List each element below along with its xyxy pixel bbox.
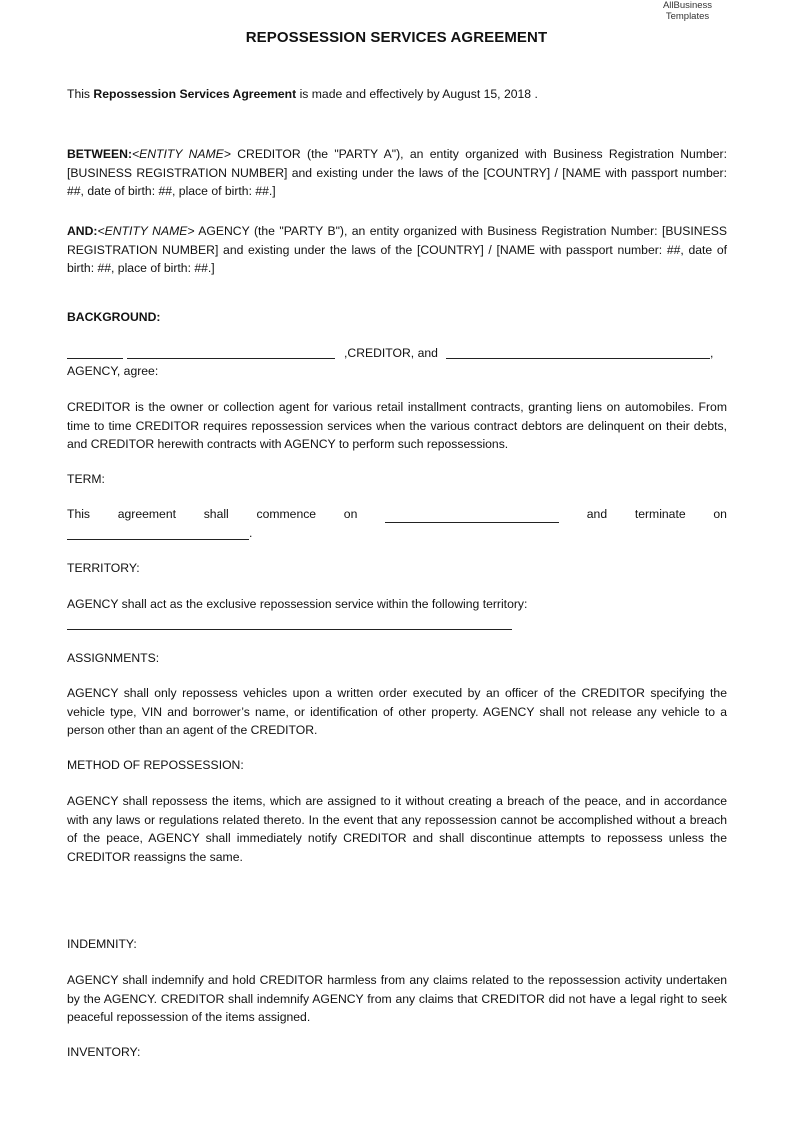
intro-paragraph: [67, 85, 727, 104]
intro-agreement-name: Repossession Services Agreement: [93, 87, 297, 101]
between-entity-placeholder: <ENTITY NAME>: [132, 147, 231, 161]
logo-line-2: Templates: [665, 11, 710, 22]
background-agency-agree: AGENCY, agree:: [67, 364, 159, 378]
intro-pre: This: [67, 87, 94, 101]
term-word-on-2: on: [713, 507, 727, 521]
term-word-and: and: [586, 507, 608, 521]
method-paragraph: AGENCY shall repossess the items, which are assigned to it without creating a breach of the peace, and in accordance with any laws or regulations related thereto. In the event that any repossession cannot be accomplished without a breach of the peace, AGENCY shall immediately notify CREDITOR and shall discontinue attempts to repossess unless the CREDITOR reassigns the same.: [67, 794, 727, 864]
term-heading: TERM:: [67, 472, 105, 486]
term-word-shall: shall: [203, 507, 229, 521]
allbusiness-templates-logo: [640, 0, 735, 22]
term-word-this: This: [67, 507, 91, 521]
intro-post: is made and effectively by August 15, 2018 .: [296, 87, 538, 101]
territory-paragraph: AGENCY shall act as the exclusive repossession service within the following territory:: [67, 597, 528, 611]
term-period: .: [249, 526, 253, 540]
territory-blank[interactable]: [67, 616, 512, 630]
background-comma: ,: [710, 346, 714, 360]
background-blank-3[interactable]: [446, 345, 710, 359]
background-heading: BACKGROUND:: [67, 310, 161, 324]
indemnity-paragraph: AGENCY shall indemnify and hold CREDITOR harmless from any claims related to the repossession activity undertaken by the AGENCY. CREDITOR shall indemnify AGENCY from any claims that CREDITOR did not have a legal right to seek peaceful repossession of the items assigned.: [67, 973, 727, 1025]
background-paragraph: CREDITOR is the owner or collection agent for various retail installment contracts, granting liens on automobiles. From time to time CREDITOR requires repossession services when the various contract debtors are delinquent on their debts, and CREDITOR herewith contracts with AGENCY to perform such repossessions.: [67, 400, 727, 452]
background-blank-1[interactable]: [67, 345, 123, 359]
document-title: REPOSSESSION SERVICES AGREEMENT: [245, 29, 548, 46]
indemnity-heading: INDEMNITY:: [67, 937, 137, 951]
and-entity-placeholder: <ENTITY NAME>: [97, 224, 195, 238]
and-text: AGENCY (the "PARTY B"), an entity organized with Business Registration Number: [BUSINESS REGISTRATION NUMBER] and existing under the laws of the [COUNTRY] / [NAME with passport number: ##, date of birth: ##, place of birth: ##.]: [67, 224, 727, 276]
term-word-commence: commence: [256, 507, 317, 521]
term-commence-row: [67, 505, 727, 523]
between-paragraph: [67, 145, 727, 201]
method-heading: METHOD OF REPOSSESSION:: [67, 758, 244, 772]
term-commence-date-blank[interactable]: [385, 509, 559, 523]
assignments-paragraph: AGENCY shall only repossess vehicles upon a written order executed by an officer of the CREDITOR specifying the vehicle type, VIN and borrower’s name, or identification of other property. AGENCY shall not release any vehicle to a person other than an agent of the CREDITOR.: [67, 686, 727, 738]
term-word-on: on: [343, 507, 358, 521]
territory-heading: TERRITORY:: [67, 561, 140, 575]
term-terminate-date-blank[interactable]: [67, 526, 249, 540]
between-text: CREDITOR (the "PARTY A"), an entity organized with Business Registration Number: [BUSINESS REGISTRATION NUMBER] and existing under the laws of the [COUNTRY] / [NAME with passport number: ##, date of birth: ##, place of birth: ##.]: [67, 147, 727, 199]
between-label: BETWEEN:: [67, 147, 132, 161]
assignments-heading: ASSIGNMENTS:: [67, 651, 160, 665]
background-creditor-label: ,CREDITOR, and: [344, 346, 438, 360]
inventory-heading: INVENTORY:: [67, 1045, 141, 1059]
background-blank-2[interactable]: [127, 345, 335, 359]
and-paragraph: [67, 222, 727, 278]
term-word-terminate: terminate: [634, 507, 686, 521]
and-label: AND:: [67, 224, 98, 238]
logo-line-1: AllBusiness: [662, 0, 713, 11]
term-word-agreement: agreement: [117, 507, 176, 521]
